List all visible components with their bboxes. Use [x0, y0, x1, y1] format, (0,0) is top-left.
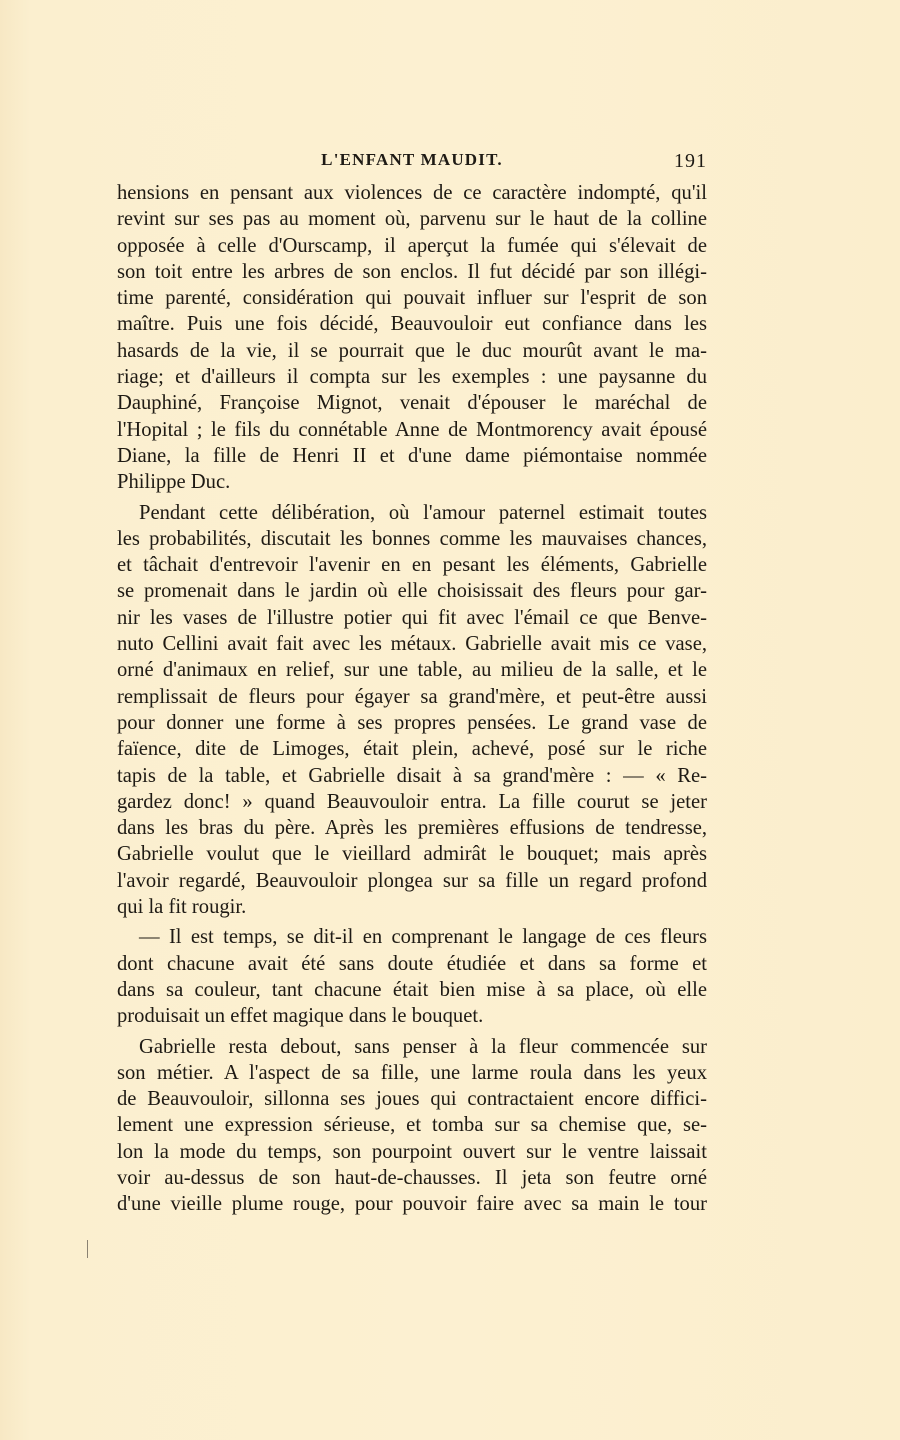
text-line: voir au-dessus de son haut-de-chausses. Il jeta son feutre orné	[117, 1166, 707, 1189]
text-line: lement une expression sérieuse, et tomba sur sa chemise que, se-	[117, 1114, 707, 1137]
paragraph	[117, 180, 707, 496]
text-line: opposée à celle d'Ourscamp, il aperçut la fumée qui s'élevait de	[117, 234, 707, 257]
text-line: faïence, dite de Limoges, était plein, achevé, posé sur le riche	[117, 738, 707, 761]
text-line: time parenté, considération qui pouvait influer sur l'esprit de son	[117, 287, 707, 310]
text-line: lon la mode du temps, son pourpoint ouvert sur le ventre laissait	[117, 1140, 707, 1163]
text-line: — Il est temps, se dit-il en comprenant le langage de ces fleurs	[139, 926, 707, 949]
paragraph	[117, 1034, 707, 1218]
text-line: d'une vieille plume rouge, pour pouvoir faire avec sa main le tour	[117, 1193, 707, 1216]
text-line: et tâchait d'entrevoir l'avenir en en pesant les éléments, Gabrielle	[117, 554, 707, 577]
paragraph	[117, 924, 707, 1029]
text-line: orné d'animaux en relief, sur une table, au milieu de la salle, et le	[117, 659, 707, 682]
text-line: qui la fit rougir.	[117, 896, 247, 919]
text-line: l'avoir regardé, Beauvouloir plongea sur sa fille un regard profond	[117, 869, 707, 892]
text-line: son métier. A l'aspect de sa fille, une larme roula dans les yeux	[117, 1061, 707, 1084]
text-line: revint sur ses pas au moment où, parvenu sur le haut de la colline	[117, 208, 707, 231]
text-line: l'Hopital ; le fils du connétable Anne de Montmorency avait épousé	[117, 418, 707, 441]
text-line: Gabrielle voulut que le vieillard admirât le bouquet; mais après	[117, 843, 707, 866]
text-line: nuto Cellini avait fait avec les métaux. Gabrielle avait mis ce vase,	[117, 633, 707, 656]
margin-mark	[87, 1240, 88, 1258]
text-line: maître. Puis une fois décidé, Beauvouloir eut confiance dans les	[117, 313, 707, 336]
text-line: se promenait dans le jardin où elle choisissait des fleurs pour gar-	[117, 580, 707, 603]
text-line: hasards de la vie, il se pourrait que le duc mourût avant le ma-	[117, 339, 707, 362]
paragraph	[117, 500, 707, 921]
text-line: Gabrielle resta debout, sans penser à la fleur commencée sur	[139, 1035, 707, 1058]
text-line: dont chacune avait été sans doute étudiée et dans sa forme et	[117, 952, 707, 975]
text-line: les probabilités, discutait les bonnes comme les mauvaises chances,	[117, 527, 707, 550]
text-line: de Beauvouloir, sillonna ses joues qui contractaient encore diffici-	[117, 1088, 707, 1111]
text-line: pour donner une forme à ses propres pensées. Le grand vase de	[117, 711, 707, 734]
text-line: Pendant cette délibération, où l'amour paternel estimait toutes	[139, 501, 707, 524]
text-line: riage; et d'ailleurs il compta sur les exemples : une paysanne du	[117, 366, 707, 389]
running-title: L'ENFANT MAUDIT.	[321, 150, 503, 169]
text-line: dans sa couleur, tant chacune était bien mise à sa place, où elle	[117, 978, 707, 1001]
text-line: remplissait de fleurs pour égayer sa grand'mère, et peut-être aussi	[117, 685, 707, 708]
text-line: gardez donc! » quand Beauvouloir entra. La fille courut se jeter	[117, 790, 707, 813]
text-line: Philippe Duc.	[117, 471, 231, 494]
body-text	[117, 180, 707, 1218]
text-line: tapis de la table, et Gabrielle disait à sa grand'mère : — « Re-	[117, 764, 707, 787]
page-number: 191	[674, 150, 707, 172]
text-line: hensions en pensant aux violences de ce caractère indompté, qu'il	[117, 182, 707, 204]
running-head	[117, 150, 707, 174]
text-line: Dauphiné, Françoise Mignot, venait d'épouser le maréchal de	[117, 392, 707, 415]
text-line: dans les bras du père. Après les premières effusions de tendresse,	[117, 817, 707, 840]
text-line: nir les vases de l'illustre potier qui fit avec l'émail ce que Benve-	[117, 606, 707, 629]
text-line: produisait un effet magique dans le bouquet.	[117, 1005, 484, 1028]
text-line: son toit entre les arbres de son enclos. Il fut décidé par son illégi-	[117, 260, 707, 283]
text-line: Diane, la fille de Henri II et d'une dame piémontaise nommée	[117, 444, 707, 467]
